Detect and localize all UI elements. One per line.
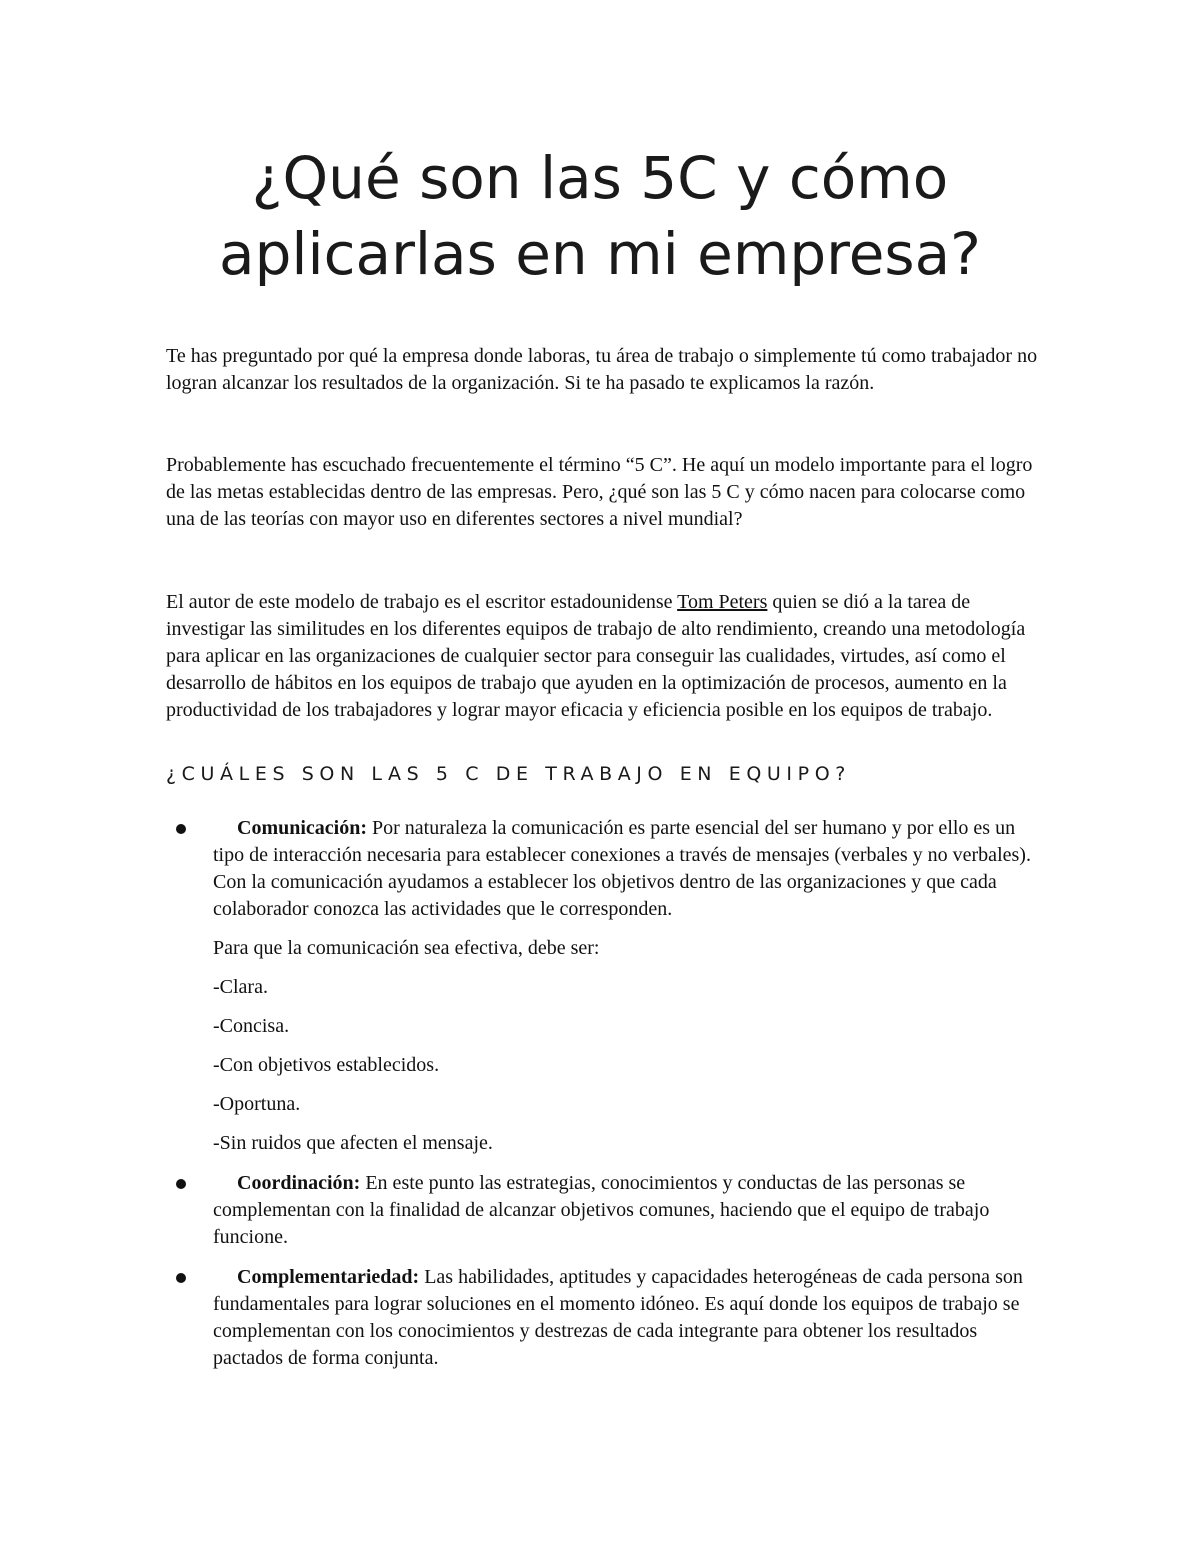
list-item-body (213, 1264, 1046, 1372)
sub-point: -Sin ruidos que afecten el mensaje. (213, 1132, 493, 1154)
list-item-body (213, 1170, 1046, 1251)
list-item-text: Por naturaleza la comunicación es parte esencial del ser humano y por ello es un tipo de interacción necesaria para establecer conexiones a través de mensajes (verbales y no verbales). Con la comunicación ayudamos a establecer los objetivos dentro de las organizaciones y que cada colaborador conozca las actividades que le corresponden. (213, 817, 1031, 920)
bullet-icon (176, 1273, 186, 1283)
intro-paragraph: Te has preguntado por qué la empresa donde laboras, tu área de trabajo o simplemente tú como trabajador no logran alcanzar los resultados de la organización. Si te ha pasado te explicamos la razón. (166, 345, 1038, 394)
tom-peters-link[interactable]: Tom Peters (677, 591, 768, 613)
section-heading: ¿CUÁLES SON LAS 5 C DE TRABAJO EN EQUIPO? (166, 763, 851, 785)
list-item-coordinacion (166, 1170, 1046, 1251)
author-paragraph-start: El autor de este modelo de trabajo es el escritor estadounidense (166, 591, 678, 613)
bullet-icon (176, 1179, 186, 1189)
sub-point: -Oportuna. (213, 1093, 301, 1115)
page-title: ¿Qué son las 5C y cómo aplicarlas en mi empresa? (219, 144, 981, 288)
bullet-icon (176, 824, 186, 834)
list-item-text: Las habilidades, aptitudes y capacidades heterogéneas de cada persona son fundamentales para lograr soluciones en el momento idóneo. Es aquí donde los equipos de trabajo se complementan con los conocimientos y destrezas de cada integrante para obtener los resultados pactados de forma conjunta. (213, 1266, 1023, 1369)
list-item-term: Complementariedad: (237, 1266, 420, 1288)
sub-intro: Para que la comunicación sea efectiva, debe ser: (213, 937, 600, 959)
list-item-term: Comunicación: (237, 817, 367, 839)
author-paragraph (166, 589, 1046, 724)
five-c-list (166, 815, 1046, 1385)
author-paragraph-end: quien se dió a la tarea de investigar las similitudes en los diferentes equipos de trabajo de alto rendimiento, creando una metodología para aplicar en las organizaciones de cualquier sector para conseguir las cualidades, virtudes, así como el desarrollo de hábitos en los equipos de trabajo que ayuden en la optimización de procesos, aumento en la productividad de los trabajadores y lograr mayor eficacia y eficiencia posible en los equipos de trabajo. (166, 591, 1026, 721)
sub-point: -Clara. (213, 976, 268, 998)
sub-point: -Concisa. (213, 1015, 290, 1037)
five-c-paragraph: Probablemente has escuchado frecuentemente el término “5 C”. He aquí un modelo importante para el logro de las metas establecidas dentro de las empresas. Pero, ¿qué son las 5 C y cómo nacen para colocarse como una de las teorías con mayor uso en diferentes sectores a nivel mundial? (166, 454, 1033, 530)
list-item-complementariedad (166, 1264, 1046, 1372)
sub-point: -Con objetivos establecidos. (213, 1054, 440, 1076)
list-item-comunicacion (166, 815, 1046, 1157)
list-item-term: Coordinación: (237, 1172, 361, 1194)
list-item-text: En este punto las estrategias, conocimientos y conductas de las personas se complementan con la finalidad de alcanzar objetivos comunes, haciendo que el equipo de trabajo funcione. (213, 1172, 990, 1248)
list-item-body (213, 815, 1046, 923)
